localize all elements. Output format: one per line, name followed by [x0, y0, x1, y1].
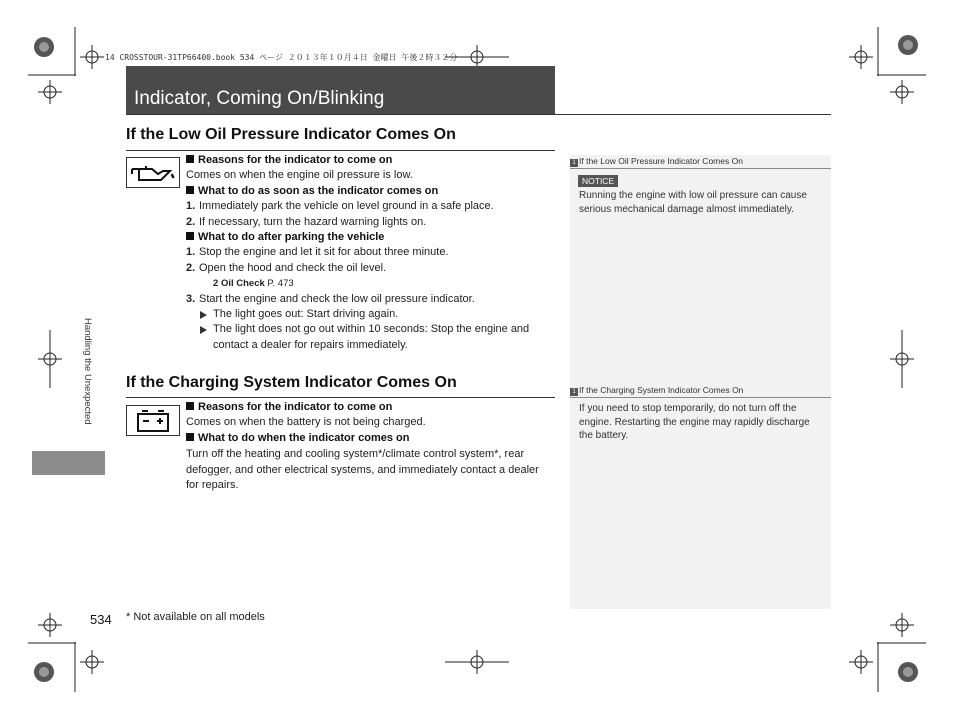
triangle-bullet-icon: [200, 311, 207, 319]
oil-step-after-2: 2. Open the hood and check the oil level.: [186, 261, 387, 274]
notice-label: NOTICE: [578, 175, 618, 187]
charging-action-line-1: Turn off the heating and cooling system*/climate control system*, rear: [186, 448, 525, 461]
footnote: * Not available on all models: [126, 611, 265, 623]
charging-indicator-box: [126, 405, 180, 436]
oil-subheading-reasons: Reasons for the indicator to come on: [186, 153, 556, 168]
square-bullet-icon: [186, 186, 194, 194]
oil-reason: Comes on when the engine oil pressure is low.: [186, 169, 413, 182]
charging-heading: If the Charging System Indicator Comes On: [126, 374, 457, 391]
section-title-bar: [126, 66, 555, 114]
oil-indicator-box: [126, 157, 180, 188]
charging-heading-rule: [126, 397, 555, 398]
charging-action-line-3: for repairs.: [186, 479, 239, 492]
sidebar-notice-text: Running the engine with low oil pressure can cause serious mechanical damage almost immediately.: [579, 190, 807, 215]
oil-can-icon: [130, 163, 176, 183]
sidebar-charging-text: If you need to stop temporarily, do not turn off the engine. Restarting the engine may rapidly discharge the battery.: [579, 403, 810, 441]
sidebar-charging-heading: 1 If the Charging System Indicator Comes On: [570, 385, 743, 396]
note-marker-icon: 1: [570, 159, 578, 167]
sidebar-oil-rule: [570, 168, 831, 169]
oil-result-2-cont: contact a dealer for repairs immediately.: [213, 338, 408, 351]
oil-step-now-1: 1. Immediately park the vehicle on level ground in a safe place.: [186, 200, 494, 213]
oil-result-1: The light goes out: Start driving again.: [186, 307, 556, 322]
xref-arrow-icon: 2: [213, 278, 219, 290]
oil-heading-rule: [126, 150, 555, 151]
oil-check-link[interactable]: 2 Oil Check P. 473: [213, 278, 294, 290]
page-number: 534: [90, 612, 112, 627]
side-tab-marker: [32, 451, 105, 475]
charging-subheading-action: What to do when the indicator comes on: [186, 431, 556, 446]
oil-subheading-immediate: What to do as soon as the indicator comes on: [186, 184, 556, 199]
sidebar-notes: [570, 155, 831, 609]
triangle-bullet-icon: [200, 326, 207, 334]
note-marker-icon: 1: [570, 388, 578, 396]
sidebar-oil-heading: 1 If the Low Oil Pressure Indicator Comes On: [570, 156, 743, 167]
charging-action-line-2: defogger, and other electrical systems, and immediately contact a dealer: [186, 463, 539, 476]
oil-step-after-1: 1. Stop the engine and let it sit for about three minute.: [186, 246, 449, 259]
square-bullet-icon: [186, 232, 194, 240]
side-tab-label: Handling the Unexpected: [82, 318, 93, 425]
sidebar-charging-rule: [570, 397, 831, 398]
oil-content: [186, 153, 556, 353]
oil-subheading-after: What to do after parking the vehicle: [186, 230, 556, 245]
oil-result-2: The light does not go out within 10 seconds: Stop the engine and: [186, 322, 556, 337]
oil-heading: If the Low Oil Pressure Indicator Comes On: [126, 126, 456, 143]
oil-step-now-2: 2. If necessary, turn the hazard warning lights on.: [186, 215, 427, 228]
section-title: Indicator, Coming On/Blinking: [134, 88, 385, 109]
battery-icon: [133, 409, 173, 433]
charging-subheading-reasons: Reasons for the indicator to come on: [186, 400, 556, 415]
title-rule: [126, 114, 831, 115]
square-bullet-icon: [186, 155, 194, 163]
square-bullet-icon: [186, 402, 194, 410]
charging-reason: Comes on when the battery is not being charged.: [186, 416, 426, 429]
oil-step-after-3: 3. Start the engine and check the low oil pressure indicator.: [186, 292, 475, 305]
square-bullet-icon: [186, 433, 194, 441]
charging-content: [186, 400, 556, 493]
print-header: 14 CROSSTOUR-31TP66400.book 534 ページ ２０１３年１０月４日 金曜日 午後２時３２分: [105, 53, 458, 62]
